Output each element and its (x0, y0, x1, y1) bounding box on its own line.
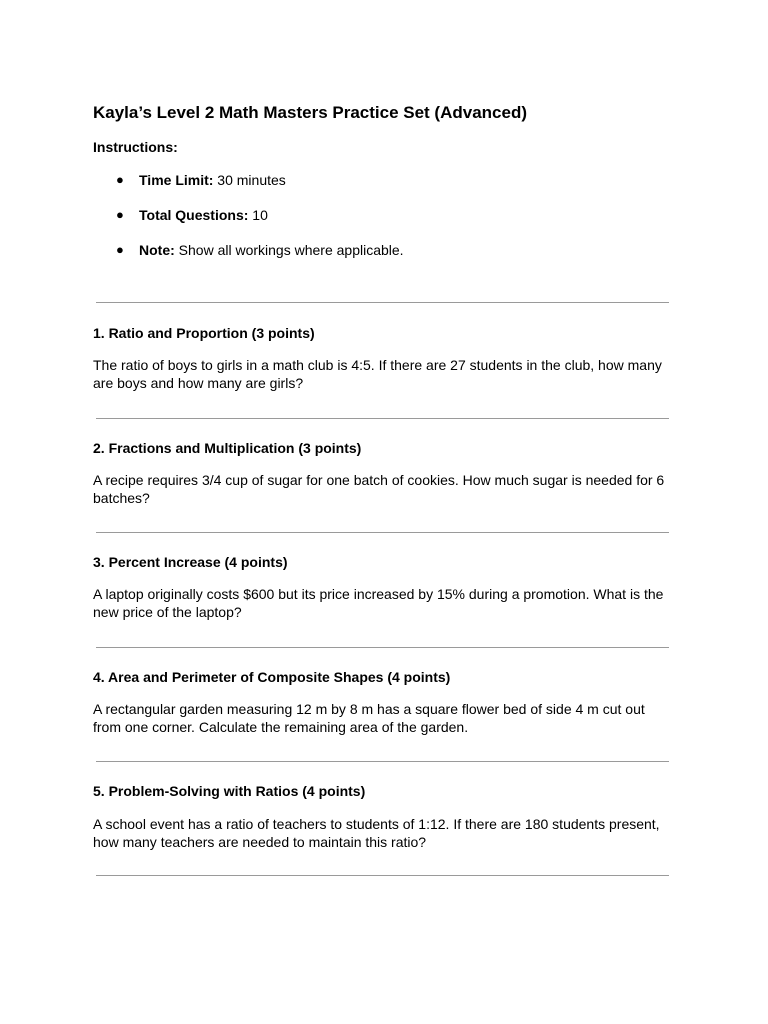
instructions-heading: Instructions: (93, 139, 178, 155)
bullet-icon: ● (116, 242, 124, 257)
bullet-icon: ● (116, 172, 124, 187)
page-title: Kayla’s Level 2 Math Masters Practice Set (Advanced) (93, 103, 527, 122)
horizontal-rule (96, 302, 669, 303)
instruction-value: 10 (248, 207, 268, 223)
horizontal-rule (96, 418, 669, 419)
question-5-heading: 5. Problem-Solving with Ratios (4 points) (93, 783, 366, 799)
question-3-text: A laptop originally costs $600 but its price increased by 15% during a promotion. What is the new price of the laptop? (93, 586, 664, 620)
question-5-text: A school event has a ratio of teachers to students of 1:12. If there are 180 students present, how many teachers are needed to maintain this ratio? (93, 816, 660, 850)
question-2-text: A recipe requires 3/4 cup of sugar for one batch of cookies. How much sugar is needed for 6 batches? (93, 472, 665, 506)
horizontal-rule (96, 761, 669, 762)
question-4-text: A rectangular garden measuring 12 m by 8 m has a square flower bed of side 4 m cut out from one corner. Calculate the remaining area of the garden. (93, 701, 645, 735)
horizontal-rule (96, 532, 669, 533)
instruction-label: Note: (139, 242, 175, 258)
question-2-heading: 2. Fractions and Multiplication (3 points) (93, 440, 362, 456)
horizontal-rule (96, 875, 669, 876)
instruction-value: 30 minutes (213, 172, 286, 188)
instruction-label: Time Limit: (139, 172, 214, 188)
question-1-text: The ratio of boys to girls in a math club is 4:5. If there are 27 students in the club, how many are boys and how many are girls? (93, 357, 662, 391)
horizontal-rule (96, 647, 669, 648)
question-4-heading: 4. Area and Perimeter of Composite Shapes (4 points) (93, 669, 451, 685)
instruction-label: Total Questions: (139, 207, 249, 223)
question-3-heading: 3. Percent Increase (4 points) (93, 554, 288, 570)
instruction-value: Show all workings where applicable. (174, 242, 404, 258)
question-1-heading: 1. Ratio and Proportion (3 points) (93, 325, 315, 341)
bullet-icon: ● (116, 207, 124, 222)
